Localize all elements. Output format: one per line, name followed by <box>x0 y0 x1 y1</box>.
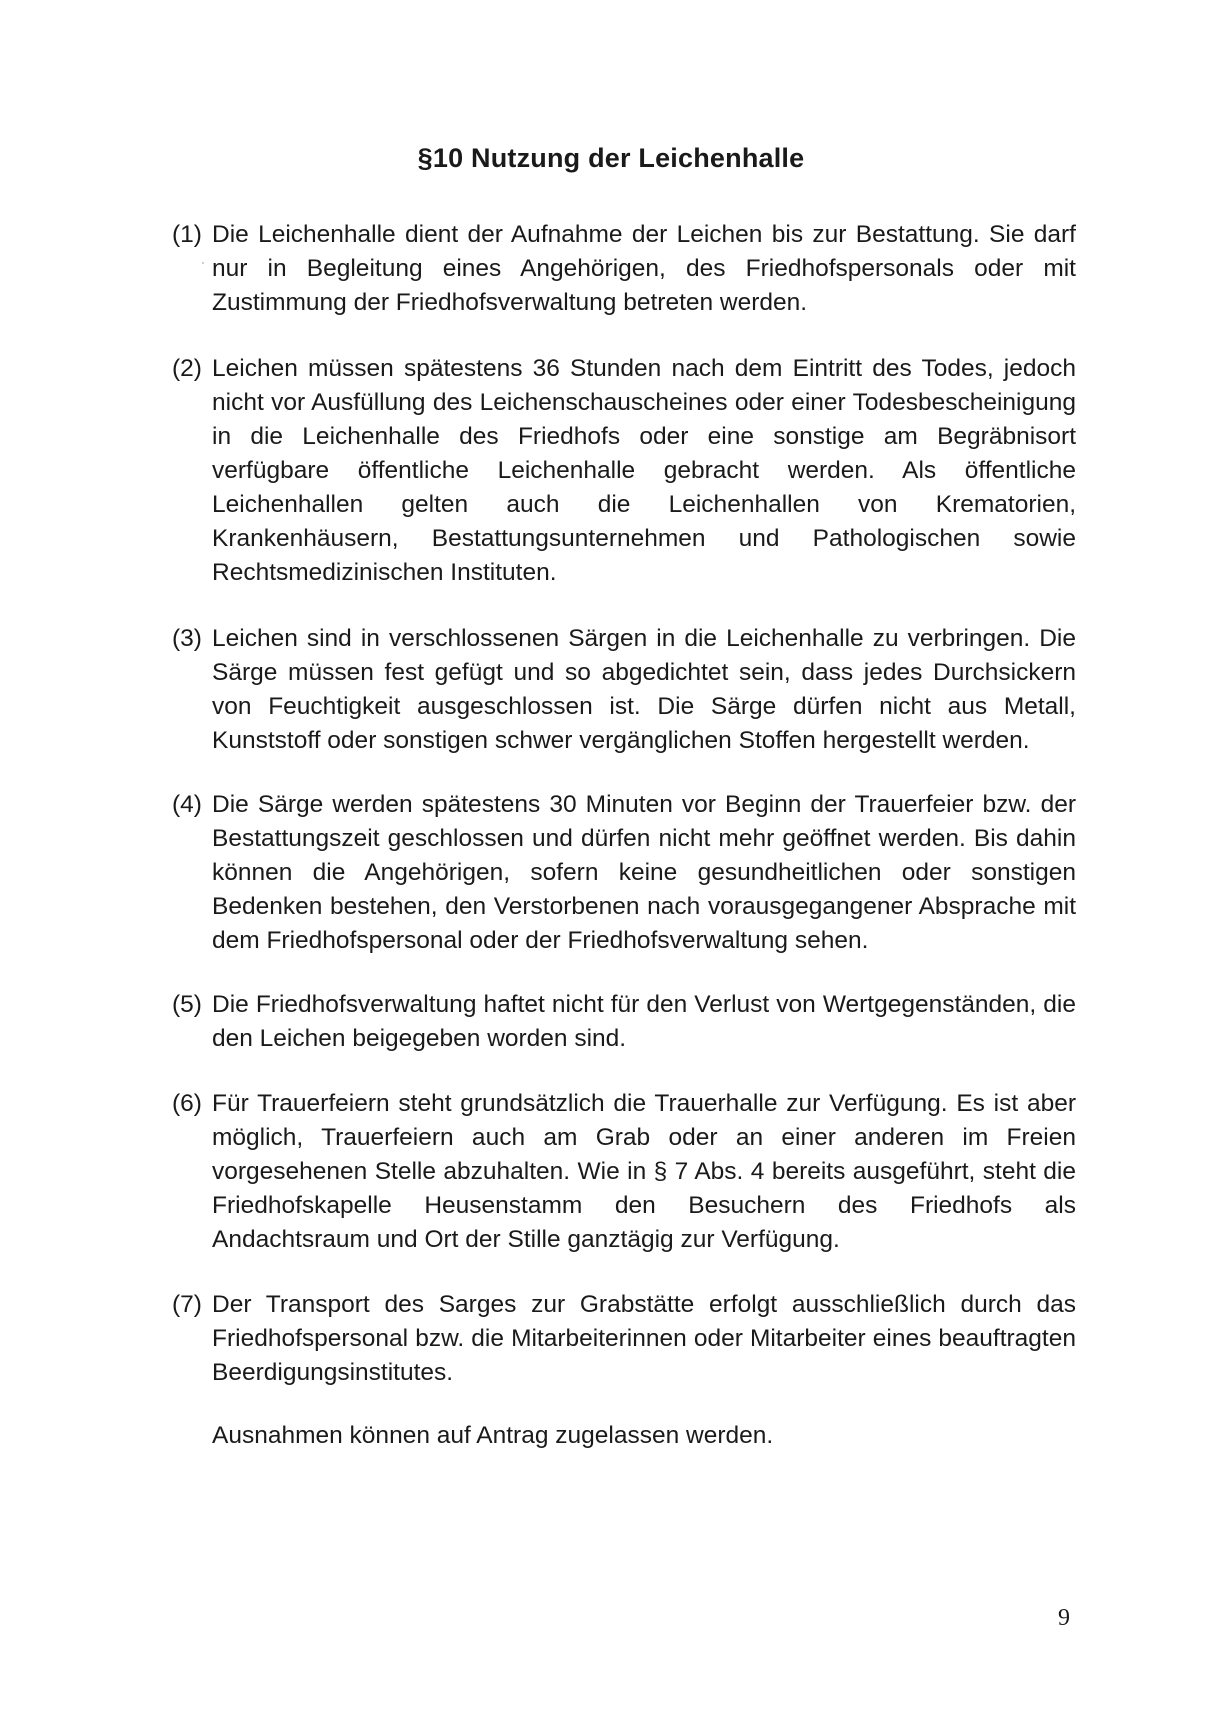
paragraph-2 <box>172 352 1076 590</box>
paragraph-text: Für Trauerfeiern steht grundsätzlich die Trauerhalle zur Verfügung. Es ist aber möglich, Trauerfeiern auch am Grab oder an einer anderen im Freien vorgesehenen Stelle abzuhalten. Wie in § 7 Abs. 4 bereits ausgeführt, steht die Friedhofskapelle Heusenstamm den Besuchern des Friedhofs als Andachtsraum und Ort der Stille ganztägig zur Verfügung. <box>212 1090 1076 1253</box>
paragraph-3 <box>172 622 1076 758</box>
paragraph-text: Die Särge werden spätestens 30 Minuten vor Beginn der Trauerfeier bzw. der Bestattungszeit geschlossen und dürfen nicht mehr geöffnet werden. Bis dahin können die Angehörigen, sofern keine gesundheitlichen oder sonstigen Bedenken bestehen, den Verstorbenen nach vorausgegangener Absprache mit dem Friedhofspersonal oder der Friedhofsverwaltung sehen. <box>212 791 1076 954</box>
section-title: §10 Nutzung der Leichenhalle <box>417 143 805 173</box>
paragraph-5 <box>172 988 1076 1056</box>
exceptions-note: Ausnahmen können auf Antrag zugelassen werden. <box>212 1422 774 1449</box>
paragraph-number: (2) <box>172 355 202 382</box>
paragraph-number: (1) <box>172 221 202 248</box>
paragraph-text: Die Friedhofsverwaltung haftet nicht für den Verlust von Wertgegenständen, die den Leichen beigegeben worden sind. <box>212 991 1076 1052</box>
paragraph-1 <box>172 218 1076 320</box>
paragraph-text: Leichen müssen spätestens 36 Stunden nach dem Eintritt des Todes, jedoch nicht vor Ausfüllung des Leichenschauscheines oder einer Todesbescheinigung in die Leichenhalle des Friedhofs oder eine sonstige am Begräbnisort verfügbare öffentliche Leichenhalle gebracht werden. Als öffentliche Leichenhallen gelten auch die Leichenhallen von Krematorien, Krankenhäusern, Bestattungsunternehmen und Pathologischen sowie Rechtsmedizinischen Instituten. <box>212 355 1076 586</box>
paragraph-7 <box>172 1288 1076 1390</box>
paragraph-number: (5) <box>172 991 202 1018</box>
paragraph-6 <box>172 1087 1076 1257</box>
paragraph-text: Der Transport des Sarges zur Grabstätte erfolgt ausschließlich durch das Friedhofspersonal bzw. die Mitarbeiterinnen oder Mitarbeiter eines beauftragten Beerdigungsinstitutes. <box>212 1291 1076 1386</box>
paragraph-4 <box>172 788 1076 958</box>
paragraph-number: (3) <box>172 625 202 652</box>
paragraph-text: Leichen sind in verschlossenen Särgen in die Leichenhalle zu verbringen. Die Särge müssen fest gefügt und so abgedichtet sein, dass jedes Durchsickern von Feuchtigkeit ausgeschlossen ist. Die Särge dürfen nicht aus Metall, Kunststoff oder sonstigen schwer vergänglichen Stoffen hergestellt werden. <box>212 625 1076 754</box>
paragraph-number: (4) <box>172 791 202 818</box>
paragraph-text: Die Leichenhalle dient der Aufnahme der Leichen bis zur Bestattung. Sie darf nur in Begleitung eines Angehörigen, des Friedhofspersonals oder mit Zustimmung der Friedhofsverwaltung betreten werden. <box>212 221 1076 316</box>
paragraph-number: (6) <box>172 1090 202 1117</box>
paragraph-number: (7) <box>172 1291 202 1318</box>
scan-artifact <box>202 262 204 264</box>
page-number: 9 <box>1058 1605 1070 1631</box>
